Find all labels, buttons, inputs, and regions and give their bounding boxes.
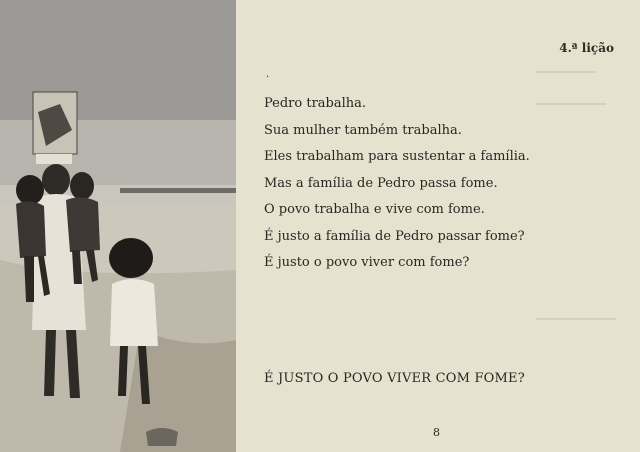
bullet-dot: · xyxy=(266,72,270,83)
head-cloth xyxy=(36,154,72,164)
girl-dress xyxy=(110,279,158,346)
bleed-through xyxy=(536,318,616,320)
lesson-line: Pedro trabalha. xyxy=(264,96,367,111)
right-child-head xyxy=(70,172,94,200)
lesson-line: É justo a família de Pedro passar fome? xyxy=(264,228,525,244)
lesson-body xyxy=(264,96,530,282)
left-child-body xyxy=(16,201,46,258)
girl-hair xyxy=(109,238,153,278)
photo-treeline xyxy=(120,188,236,193)
photo-rock xyxy=(146,428,178,446)
photo-illustration xyxy=(0,0,236,452)
lesson-line: O povo trabalha e vive com fome. xyxy=(264,202,485,217)
lesson-line: É justo o povo viver com fome? xyxy=(264,255,470,270)
bleed-through xyxy=(536,103,606,105)
lesson-line: Mas a família de Pedro passa fome. xyxy=(264,175,498,191)
page-number: 8 xyxy=(433,426,440,439)
lesson-label: 4.ª lição xyxy=(559,41,614,55)
right-child-body xyxy=(66,197,100,252)
lesson-text-area xyxy=(236,0,640,452)
family-photo xyxy=(0,0,236,452)
photo-shadow-sand xyxy=(120,330,236,452)
adult-left-leg xyxy=(44,330,56,396)
lesson-line: Eles trabalham para sustentar a família. xyxy=(264,149,530,164)
headline: É JUSTO O POVO VIVER COM FOME? xyxy=(264,371,525,386)
lesson-line: Sua mulher também trabalha. xyxy=(264,122,462,138)
bleed-through xyxy=(536,71,596,73)
adult-head xyxy=(42,164,70,196)
left-child-head xyxy=(16,175,44,205)
